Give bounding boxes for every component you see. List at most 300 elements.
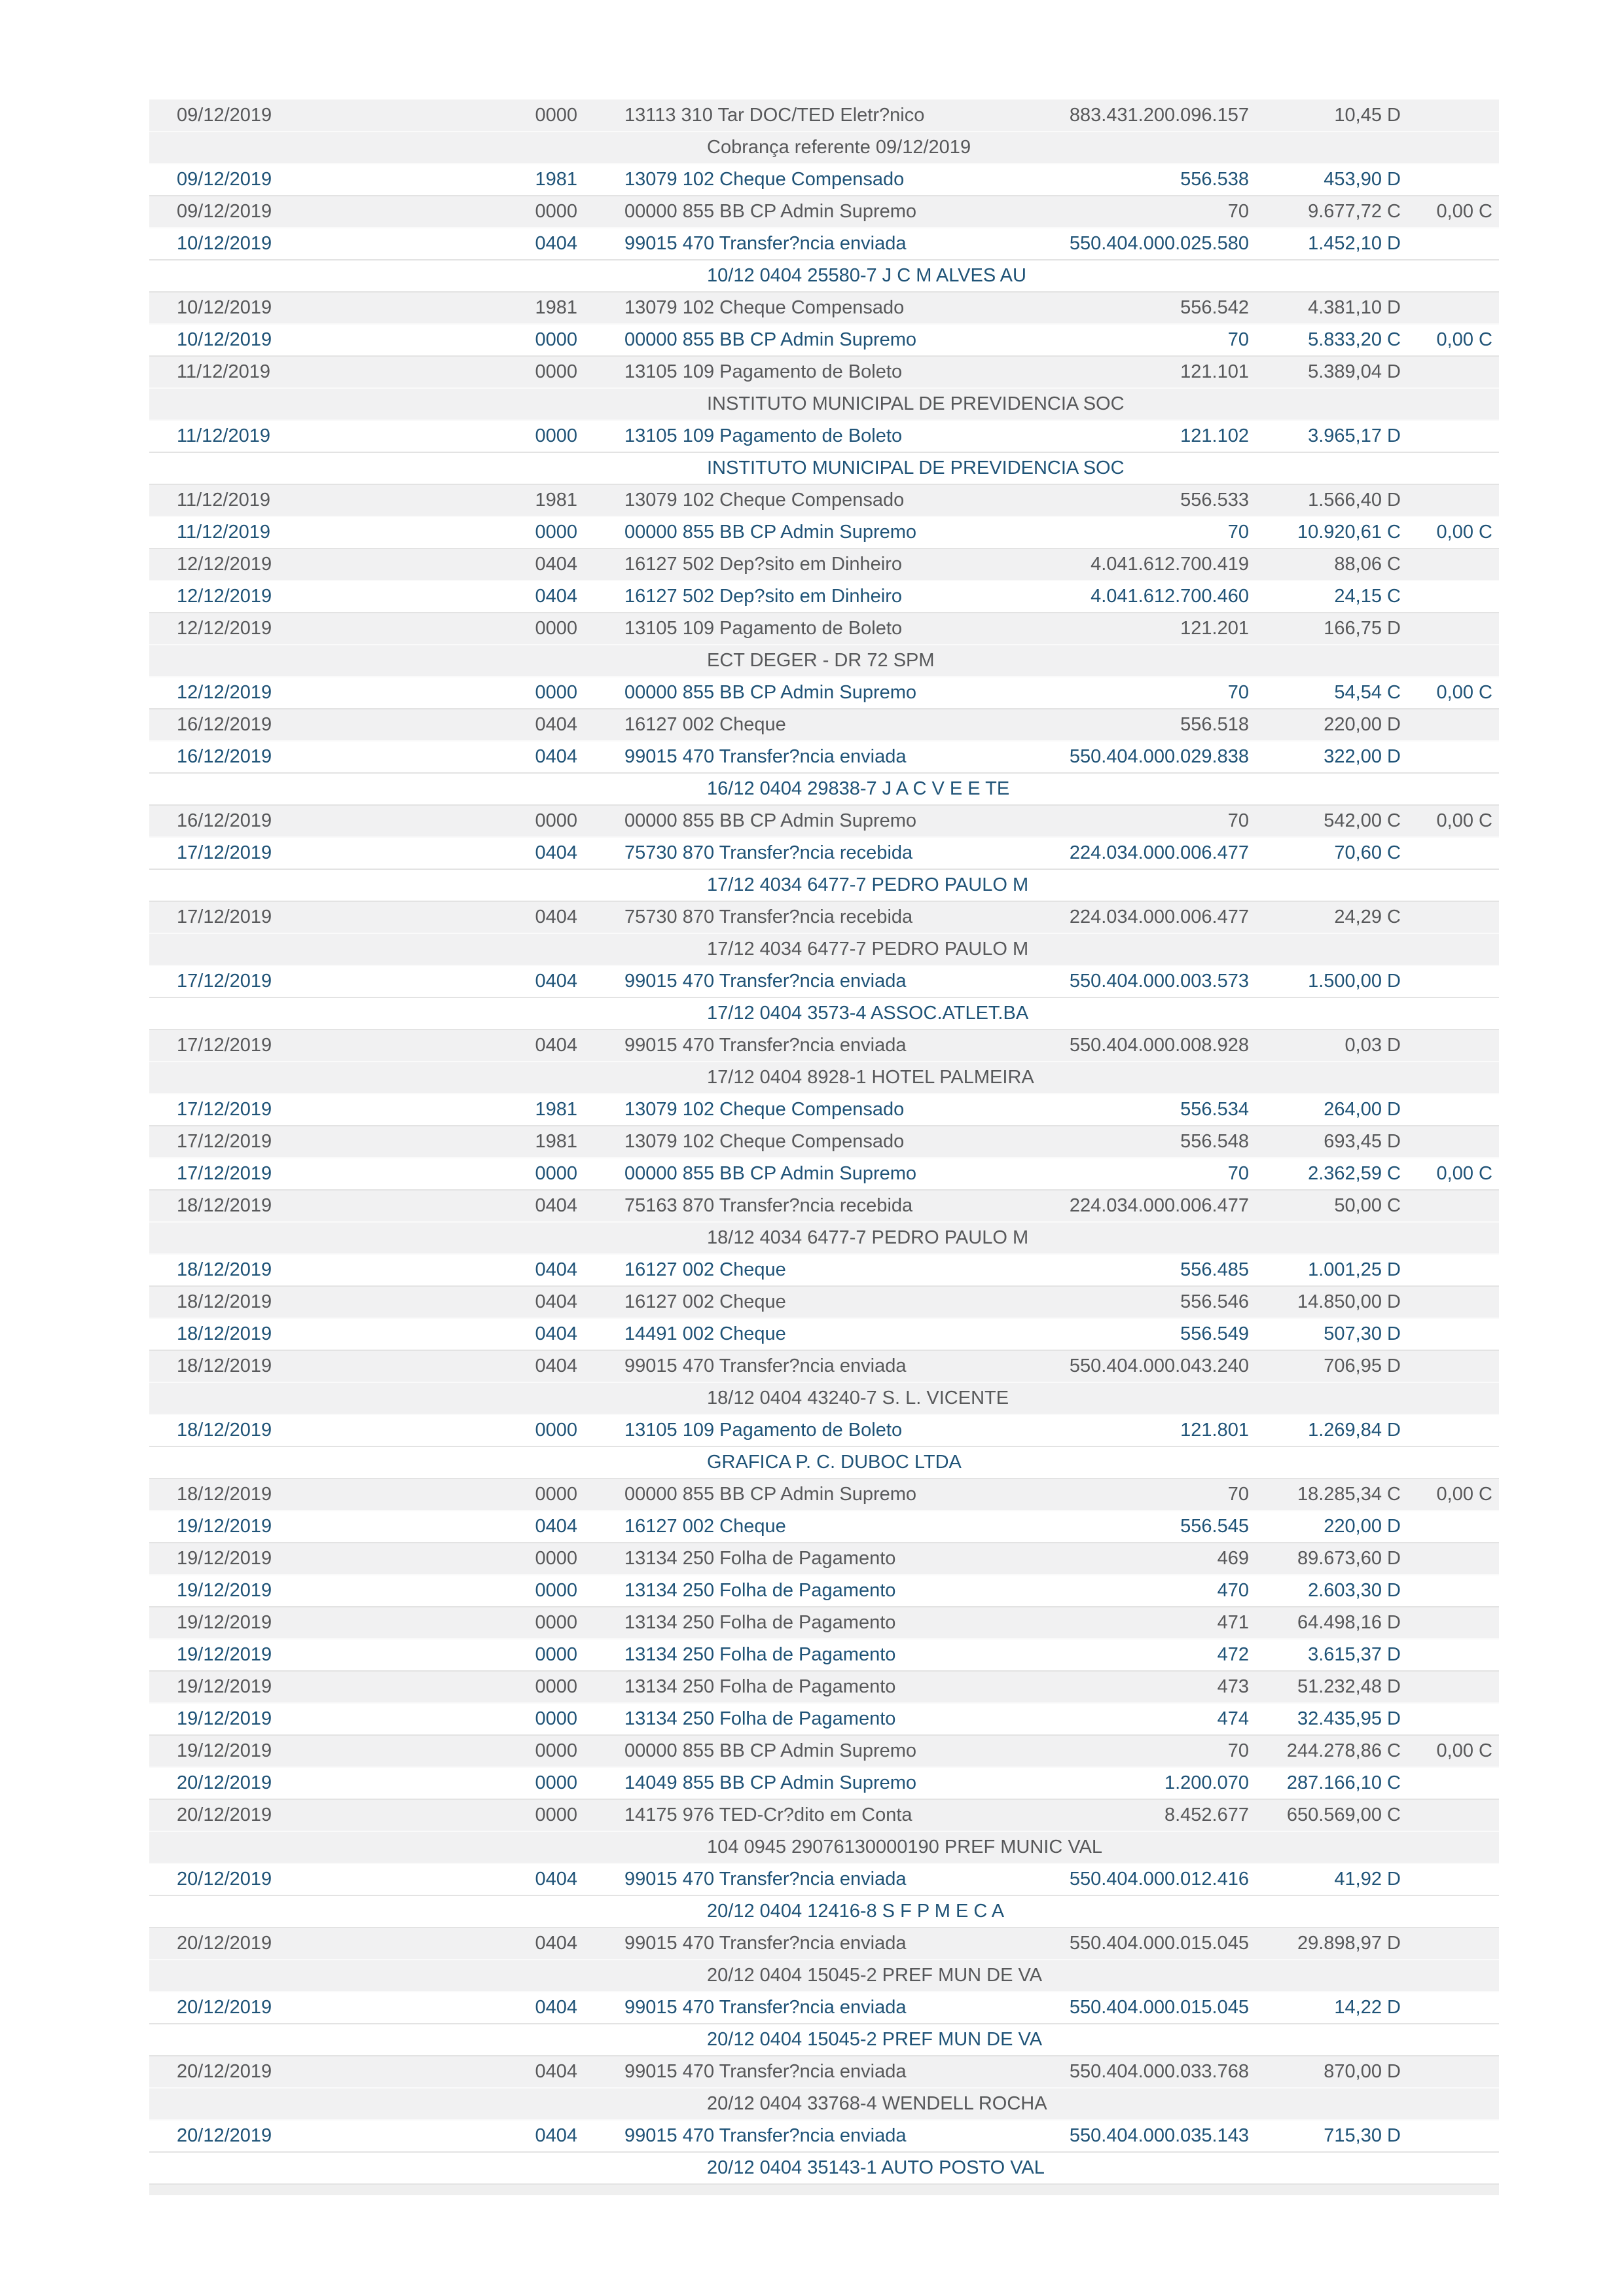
detail-row: [149, 1062, 1499, 1094]
date-cell: 12/12/2019: [149, 613, 511, 645]
agency-cell: 0000: [511, 805, 583, 837]
date-cell: [149, 1960, 511, 1992]
agency-cell: 0000: [511, 1767, 583, 1799]
document-cell: 70: [975, 805, 1263, 837]
date-cell: 09/12/2019: [149, 196, 511, 228]
table-row: [149, 164, 1499, 196]
value-cell: [1263, 933, 1414, 965]
date-cell: [149, 388, 511, 420]
date-cell: 12/12/2019: [149, 548, 511, 581]
table-row: [149, 99, 1499, 132]
detail-description-cell: 16/12 0404 29838-7 J A C V E E TE: [583, 773, 1263, 805]
agency-cell: [511, 645, 583, 677]
table-row: [149, 196, 1499, 228]
balance-cell: [1414, 773, 1499, 805]
balance-cell: [1414, 1062, 1499, 1094]
date-cell: 16/12/2019: [149, 741, 511, 773]
detail-row: [149, 1831, 1499, 1863]
balance-cell: [1414, 1992, 1499, 2024]
document-cell: 469: [975, 1543, 1263, 1575]
agency-cell: 0404: [511, 1992, 583, 2024]
document-cell: 883.431.200.096.157: [975, 99, 1263, 132]
value-cell: 18.285,34 C: [1263, 1479, 1414, 1511]
date-cell: 19/12/2019: [149, 1671, 511, 1703]
document-cell: 121.101: [975, 356, 1263, 388]
agency-cell: [511, 869, 583, 901]
table-row: [149, 292, 1499, 324]
value-cell: 1.269,84 D: [1263, 1414, 1414, 1446]
date-cell: 19/12/2019: [149, 1511, 511, 1543]
balance-cell: [1414, 1799, 1499, 1831]
agency-cell: [511, 1062, 583, 1094]
value-cell: 1.500,00 D: [1263, 965, 1414, 997]
description-cell: 13079 102 Cheque Compensado: [583, 1094, 975, 1126]
description-cell: 16127 502 Dep?sito em Dinheiro: [583, 581, 975, 613]
document-cell: 556.545: [975, 1511, 1263, 1543]
agency-cell: 0000: [511, 324, 583, 356]
agency-cell: [511, 2152, 583, 2184]
document-cell: 224.034.000.006.477: [975, 837, 1263, 869]
table-row: [149, 2056, 1499, 2088]
value-cell: 88,06 C: [1263, 548, 1414, 581]
description-cell: 13134 250 Folha de Pagamento: [583, 1543, 975, 1575]
date-cell: [149, 1446, 511, 1479]
document-cell: 556.518: [975, 709, 1263, 741]
agency-cell: [511, 933, 583, 965]
table-row: [149, 1479, 1499, 1511]
date-cell: [149, 1222, 511, 1254]
table-row: [149, 1158, 1499, 1190]
balance-cell: [1414, 1254, 1499, 1286]
spacer-row: [149, 2184, 1499, 2195]
date-cell: [149, 997, 511, 1030]
description-cell: 00000 855 BB CP Admin Supremo: [583, 805, 975, 837]
date-cell: 17/12/2019: [149, 1158, 511, 1190]
detail-row: [149, 260, 1499, 292]
balance-cell: [1414, 1030, 1499, 1062]
date-cell: 18/12/2019: [149, 1318, 511, 1350]
agency-cell: 0000: [511, 1735, 583, 1767]
date-cell: 17/12/2019: [149, 837, 511, 869]
balance-cell: 0,00 C: [1414, 1479, 1499, 1511]
detail-description-cell: 17/12 4034 6477-7 PEDRO PAULO M: [583, 933, 1263, 965]
date-cell: 20/12/2019: [149, 2056, 511, 2088]
value-cell: [1263, 1895, 1414, 1928]
document-cell: 550.404.000.012.416: [975, 1863, 1263, 1895]
document-cell: 1.200.070: [975, 1767, 1263, 1799]
agency-cell: [511, 388, 583, 420]
agency-cell: 0404: [511, 1254, 583, 1286]
statement-table-body: [149, 99, 1499, 2195]
date-cell: 17/12/2019: [149, 965, 511, 997]
value-cell: 507,30 D: [1263, 1318, 1414, 1350]
balance-cell: [1414, 1190, 1499, 1222]
table-row: [149, 1543, 1499, 1575]
document-cell: 550.404.000.025.580: [975, 228, 1263, 260]
detail-description-cell: ECT DEGER - DR 72 SPM: [583, 645, 1263, 677]
document-cell: 70: [975, 516, 1263, 548]
value-cell: [1263, 645, 1414, 677]
document-cell: 70: [975, 196, 1263, 228]
value-cell: 54,54 C: [1263, 677, 1414, 709]
agency-cell: 0000: [511, 420, 583, 452]
date-cell: 10/12/2019: [149, 324, 511, 356]
date-cell: 19/12/2019: [149, 1735, 511, 1767]
description-cell: 14491 002 Cheque: [583, 1318, 975, 1350]
agency-cell: [511, 1831, 583, 1863]
date-cell: 20/12/2019: [149, 1767, 511, 1799]
document-cell: 473: [975, 1671, 1263, 1703]
table-row: [149, 1318, 1499, 1350]
description-cell: 13113 310 Tar DOC/TED Eletr?nico: [583, 99, 975, 132]
agency-cell: [511, 1382, 583, 1414]
balance-cell: [1414, 2056, 1499, 2088]
description-cell: 13079 102 Cheque Compensado: [583, 484, 975, 516]
description-cell: 13079 102 Cheque Compensado: [583, 164, 975, 196]
date-cell: 10/12/2019: [149, 228, 511, 260]
description-cell: 13105 109 Pagamento de Boleto: [583, 356, 975, 388]
description-cell: 16127 002 Cheque: [583, 1286, 975, 1318]
agency-cell: [511, 1895, 583, 1928]
detail-description-cell: 20/12 0404 35143-1 AUTO POSTO VAL: [583, 2152, 1263, 2184]
description-cell: 99015 470 Transfer?ncia enviada: [583, 741, 975, 773]
table-row: [149, 1575, 1499, 1607]
date-cell: 17/12/2019: [149, 1126, 511, 1158]
agency-cell: 1981: [511, 1094, 583, 1126]
agency-cell: 0404: [511, 581, 583, 613]
bank-statement-table: [149, 99, 1499, 2195]
date-cell: [149, 869, 511, 901]
table-row: [149, 516, 1499, 548]
value-cell: 14,22 D: [1263, 1992, 1414, 2024]
table-row: [149, 420, 1499, 452]
date-cell: [149, 2152, 511, 2184]
balance-cell: [1414, 1639, 1499, 1671]
table-row: [149, 741, 1499, 773]
balance-cell: [1414, 2152, 1499, 2184]
value-cell: 706,95 D: [1263, 1350, 1414, 1382]
document-cell: 4.041.612.700.419: [975, 548, 1263, 581]
document-cell: 121.201: [975, 613, 1263, 645]
balance-cell: [1414, 837, 1499, 869]
value-cell: 453,90 D: [1263, 164, 1414, 196]
table-row: [149, 324, 1499, 356]
value-cell: [1263, 1960, 1414, 1992]
agency-cell: 0000: [511, 196, 583, 228]
table-row: [149, 1703, 1499, 1735]
table-row: [149, 1350, 1499, 1382]
value-cell: 29.898,97 D: [1263, 1928, 1414, 1960]
description-cell: 13134 250 Folha de Pagamento: [583, 1703, 975, 1735]
balance-cell: [1414, 645, 1499, 677]
date-cell: [149, 773, 511, 805]
value-cell: [1263, 388, 1414, 420]
document-cell: 4.041.612.700.460: [975, 581, 1263, 613]
date-cell: 11/12/2019: [149, 356, 511, 388]
description-cell: 00000 855 BB CP Admin Supremo: [583, 1479, 975, 1511]
balance-cell: [1414, 452, 1499, 484]
agency-cell: 0404: [511, 709, 583, 741]
value-cell: 715,30 D: [1263, 2120, 1414, 2152]
detail-description-cell: 20/12 0404 15045-2 PREF MUN DE VA: [583, 1960, 1263, 1992]
description-cell: 99015 470 Transfer?ncia enviada: [583, 1863, 975, 1895]
agency-cell: 0000: [511, 1607, 583, 1639]
date-cell: 19/12/2019: [149, 1607, 511, 1639]
document-cell: 556.533: [975, 484, 1263, 516]
balance-cell: 0,00 C: [1414, 1158, 1499, 1190]
detail-row: [149, 1446, 1499, 1479]
description-cell: 00000 855 BB CP Admin Supremo: [583, 1158, 975, 1190]
agency-cell: 0000: [511, 677, 583, 709]
value-cell: 5.389,04 D: [1263, 356, 1414, 388]
description-cell: 99015 470 Transfer?ncia enviada: [583, 228, 975, 260]
agency-cell: 1981: [511, 292, 583, 324]
description-cell: 16127 002 Cheque: [583, 1511, 975, 1543]
value-cell: 166,75 D: [1263, 613, 1414, 645]
table-row: [149, 1190, 1499, 1222]
agency-cell: [511, 260, 583, 292]
date-cell: 20/12/2019: [149, 2120, 511, 2152]
agency-cell: [511, 132, 583, 164]
value-cell: 24,15 C: [1263, 581, 1414, 613]
balance-cell: [1414, 1126, 1499, 1158]
balance-cell: [1414, 356, 1499, 388]
description-cell: 00000 855 BB CP Admin Supremo: [583, 677, 975, 709]
agency-cell: 0404: [511, 1190, 583, 1222]
description-cell: 16127 502 Dep?sito em Dinheiro: [583, 548, 975, 581]
value-cell: 220,00 D: [1263, 1511, 1414, 1543]
description-cell: 99015 470 Transfer?ncia enviada: [583, 2056, 975, 2088]
agency-cell: 0000: [511, 1703, 583, 1735]
document-cell: 550.404.000.003.573: [975, 965, 1263, 997]
balance-cell: [1414, 99, 1499, 132]
agency-cell: 0000: [511, 1543, 583, 1575]
balance-cell: [1414, 1960, 1499, 1992]
document-cell: 556.534: [975, 1094, 1263, 1126]
value-cell: 41,92 D: [1263, 1863, 1414, 1895]
document-cell: 550.404.000.035.143: [975, 2120, 1263, 2152]
balance-cell: 0,00 C: [1414, 677, 1499, 709]
date-cell: 17/12/2019: [149, 1094, 511, 1126]
table-row: [149, 965, 1499, 997]
agency-cell: [511, 1960, 583, 1992]
table-row: [149, 228, 1499, 260]
balance-cell: [1414, 1414, 1499, 1446]
agency-cell: 0404: [511, 1350, 583, 1382]
document-cell: 8.452.677: [975, 1799, 1263, 1831]
description-cell: 13134 250 Folha de Pagamento: [583, 1671, 975, 1703]
agency-cell: 0404: [511, 228, 583, 260]
balance-cell: [1414, 965, 1499, 997]
value-cell: [1263, 132, 1414, 164]
description-cell: 16127 002 Cheque: [583, 1254, 975, 1286]
date-cell: [149, 452, 511, 484]
balance-cell: [1414, 869, 1499, 901]
value-cell: 220,00 D: [1263, 709, 1414, 741]
agency-cell: [511, 1222, 583, 1254]
balance-cell: [1414, 1831, 1499, 1863]
detail-row: [149, 452, 1499, 484]
balance-cell: [1414, 1895, 1499, 1928]
document-cell: 70: [975, 324, 1263, 356]
value-cell: 3.615,37 D: [1263, 1639, 1414, 1671]
balance-cell: [1414, 1928, 1499, 1960]
document-cell: 474: [975, 1703, 1263, 1735]
agency-cell: 0404: [511, 548, 583, 581]
agency-cell: 1981: [511, 1126, 583, 1158]
document-cell: 556.485: [975, 1254, 1263, 1286]
agency-cell: 0404: [511, 1928, 583, 1960]
document-cell: 550.404.000.015.045: [975, 1992, 1263, 2024]
value-cell: 9.677,72 C: [1263, 196, 1414, 228]
balance-cell: [1414, 1350, 1499, 1382]
document-cell: 556.549: [975, 1318, 1263, 1350]
agency-cell: [511, 997, 583, 1030]
date-cell: [149, 1062, 511, 1094]
document-cell: 471: [975, 1607, 1263, 1639]
description-cell: 13079 102 Cheque Compensado: [583, 292, 975, 324]
description-cell: 13105 109 Pagamento de Boleto: [583, 613, 975, 645]
agency-cell: 0404: [511, 1511, 583, 1543]
balance-cell: [1414, 997, 1499, 1030]
table-row: [149, 805, 1499, 837]
value-cell: [1263, 452, 1414, 484]
detail-description-cell: INSTITUTO MUNICIPAL DE PREVIDENCIA SOC: [583, 452, 1263, 484]
agency-cell: 0000: [511, 516, 583, 548]
balance-cell: [1414, 388, 1499, 420]
value-cell: 650.569,00 C: [1263, 1799, 1414, 1831]
date-cell: [149, 1382, 511, 1414]
document-cell: 70: [975, 677, 1263, 709]
detail-description-cell: 17/12 4034 6477-7 PEDRO PAULO M: [583, 869, 1263, 901]
document-cell: 224.034.000.006.477: [975, 1190, 1263, 1222]
document-cell: 550.404.000.033.768: [975, 2056, 1263, 2088]
description-cell: 16127 002 Cheque: [583, 709, 975, 741]
value-cell: 50,00 C: [1263, 1190, 1414, 1222]
agency-cell: [511, 452, 583, 484]
document-cell: 472: [975, 1639, 1263, 1671]
document-cell: 556.538: [975, 164, 1263, 196]
table-row: [149, 581, 1499, 613]
value-cell: [1263, 869, 1414, 901]
detail-description-cell: 20/12 0404 12416-8 S F P M E C A: [583, 1895, 1263, 1928]
balance-cell: [1414, 1222, 1499, 1254]
description-cell: 99015 470 Transfer?ncia enviada: [583, 2120, 975, 2152]
value-cell: 89.673,60 D: [1263, 1543, 1414, 1575]
balance-cell: [1414, 260, 1499, 292]
date-cell: [149, 1831, 511, 1863]
date-cell: 12/12/2019: [149, 581, 511, 613]
balance-cell: [1414, 164, 1499, 196]
balance-cell: [1414, 1094, 1499, 1126]
date-cell: 18/12/2019: [149, 1414, 511, 1446]
description-cell: 13105 109 Pagamento de Boleto: [583, 420, 975, 452]
date-cell: 11/12/2019: [149, 420, 511, 452]
description-cell: 13134 250 Folha de Pagamento: [583, 1575, 975, 1607]
value-cell: 5.833,20 C: [1263, 324, 1414, 356]
detail-description-cell: GRAFICA P. C. DUBOC LTDA: [583, 1446, 1263, 1479]
document-cell: 121.102: [975, 420, 1263, 452]
date-cell: [149, 645, 511, 677]
description-cell: 13105 109 Pagamento de Boleto: [583, 1414, 975, 1446]
date-cell: 12/12/2019: [149, 677, 511, 709]
table-row: [149, 677, 1499, 709]
table-row: [149, 837, 1499, 869]
description-cell: 13079 102 Cheque Compensado: [583, 1126, 975, 1158]
date-cell: 20/12/2019: [149, 1992, 511, 2024]
balance-cell: [1414, 132, 1499, 164]
table-row: [149, 484, 1499, 516]
date-cell: 19/12/2019: [149, 1703, 511, 1735]
date-cell: 16/12/2019: [149, 805, 511, 837]
date-cell: [149, 260, 511, 292]
document-cell: 470: [975, 1575, 1263, 1607]
balance-cell: 0,00 C: [1414, 1735, 1499, 1767]
detail-row: [149, 773, 1499, 805]
agency-cell: 0000: [511, 356, 583, 388]
balance-cell: [1414, 1543, 1499, 1575]
table-row: [149, 1799, 1499, 1831]
value-cell: [1263, 260, 1414, 292]
document-cell: 121.801: [975, 1414, 1263, 1446]
agency-cell: 0000: [511, 1479, 583, 1511]
date-cell: 11/12/2019: [149, 516, 511, 548]
description-cell: 99015 470 Transfer?ncia enviada: [583, 965, 975, 997]
balance-cell: [1414, 2120, 1499, 2152]
document-cell: 550.404.000.008.928: [975, 1030, 1263, 1062]
description-cell: 99015 470 Transfer?ncia enviada: [583, 1350, 975, 1382]
document-cell: 550.404.000.043.240: [975, 1350, 1263, 1382]
date-cell: [149, 933, 511, 965]
date-cell: [149, 1895, 511, 1928]
agency-cell: 0404: [511, 1286, 583, 1318]
agency-cell: 0404: [511, 1318, 583, 1350]
value-cell: 14.850,00 D: [1263, 1286, 1414, 1318]
detail-description-cell: Cobrança referente 09/12/2019: [583, 132, 1263, 164]
detail-row: [149, 997, 1499, 1030]
balance-cell: [1414, 613, 1499, 645]
detail-description-cell: 20/12 0404 33768-4 WENDELL ROCHA: [583, 2088, 1263, 2120]
value-cell: 1.452,10 D: [1263, 228, 1414, 260]
detail-description-cell: 17/12 0404 8928-1 HOTEL PALMEIRA: [583, 1062, 1263, 1094]
description-cell: 00000 855 BB CP Admin Supremo: [583, 324, 975, 356]
agency-cell: [511, 1446, 583, 1479]
document-cell: 224.034.000.006.477: [975, 901, 1263, 933]
table-row: [149, 1863, 1499, 1895]
table-row: [149, 1286, 1499, 1318]
balance-cell: [1414, 1607, 1499, 1639]
agency-cell: 0000: [511, 1671, 583, 1703]
value-cell: 2.362,59 C: [1263, 1158, 1414, 1190]
agency-cell: [511, 2088, 583, 2120]
date-cell: 09/12/2019: [149, 99, 511, 132]
detail-description-cell: 104 0945 29076130000190 PREF MUNIC VAL: [583, 1831, 1263, 1863]
agency-cell: 0000: [511, 1639, 583, 1671]
value-cell: 1.001,25 D: [1263, 1254, 1414, 1286]
document-cell: 556.542: [975, 292, 1263, 324]
value-cell: 264,00 D: [1263, 1094, 1414, 1126]
agency-cell: 0000: [511, 1799, 583, 1831]
detail-description-cell: INSTITUTO MUNICIPAL DE PREVIDENCIA SOC: [583, 388, 1263, 420]
balance-cell: [1414, 2024, 1499, 2056]
table-row: [149, 1735, 1499, 1767]
agency-cell: [511, 2024, 583, 2056]
balance-cell: [1414, 1318, 1499, 1350]
balance-cell: 0,00 C: [1414, 805, 1499, 837]
table-row: [149, 709, 1499, 741]
detail-row: [149, 1895, 1499, 1928]
description-cell: 14175 976 TED-Cr?dito em Conta: [583, 1799, 975, 1831]
